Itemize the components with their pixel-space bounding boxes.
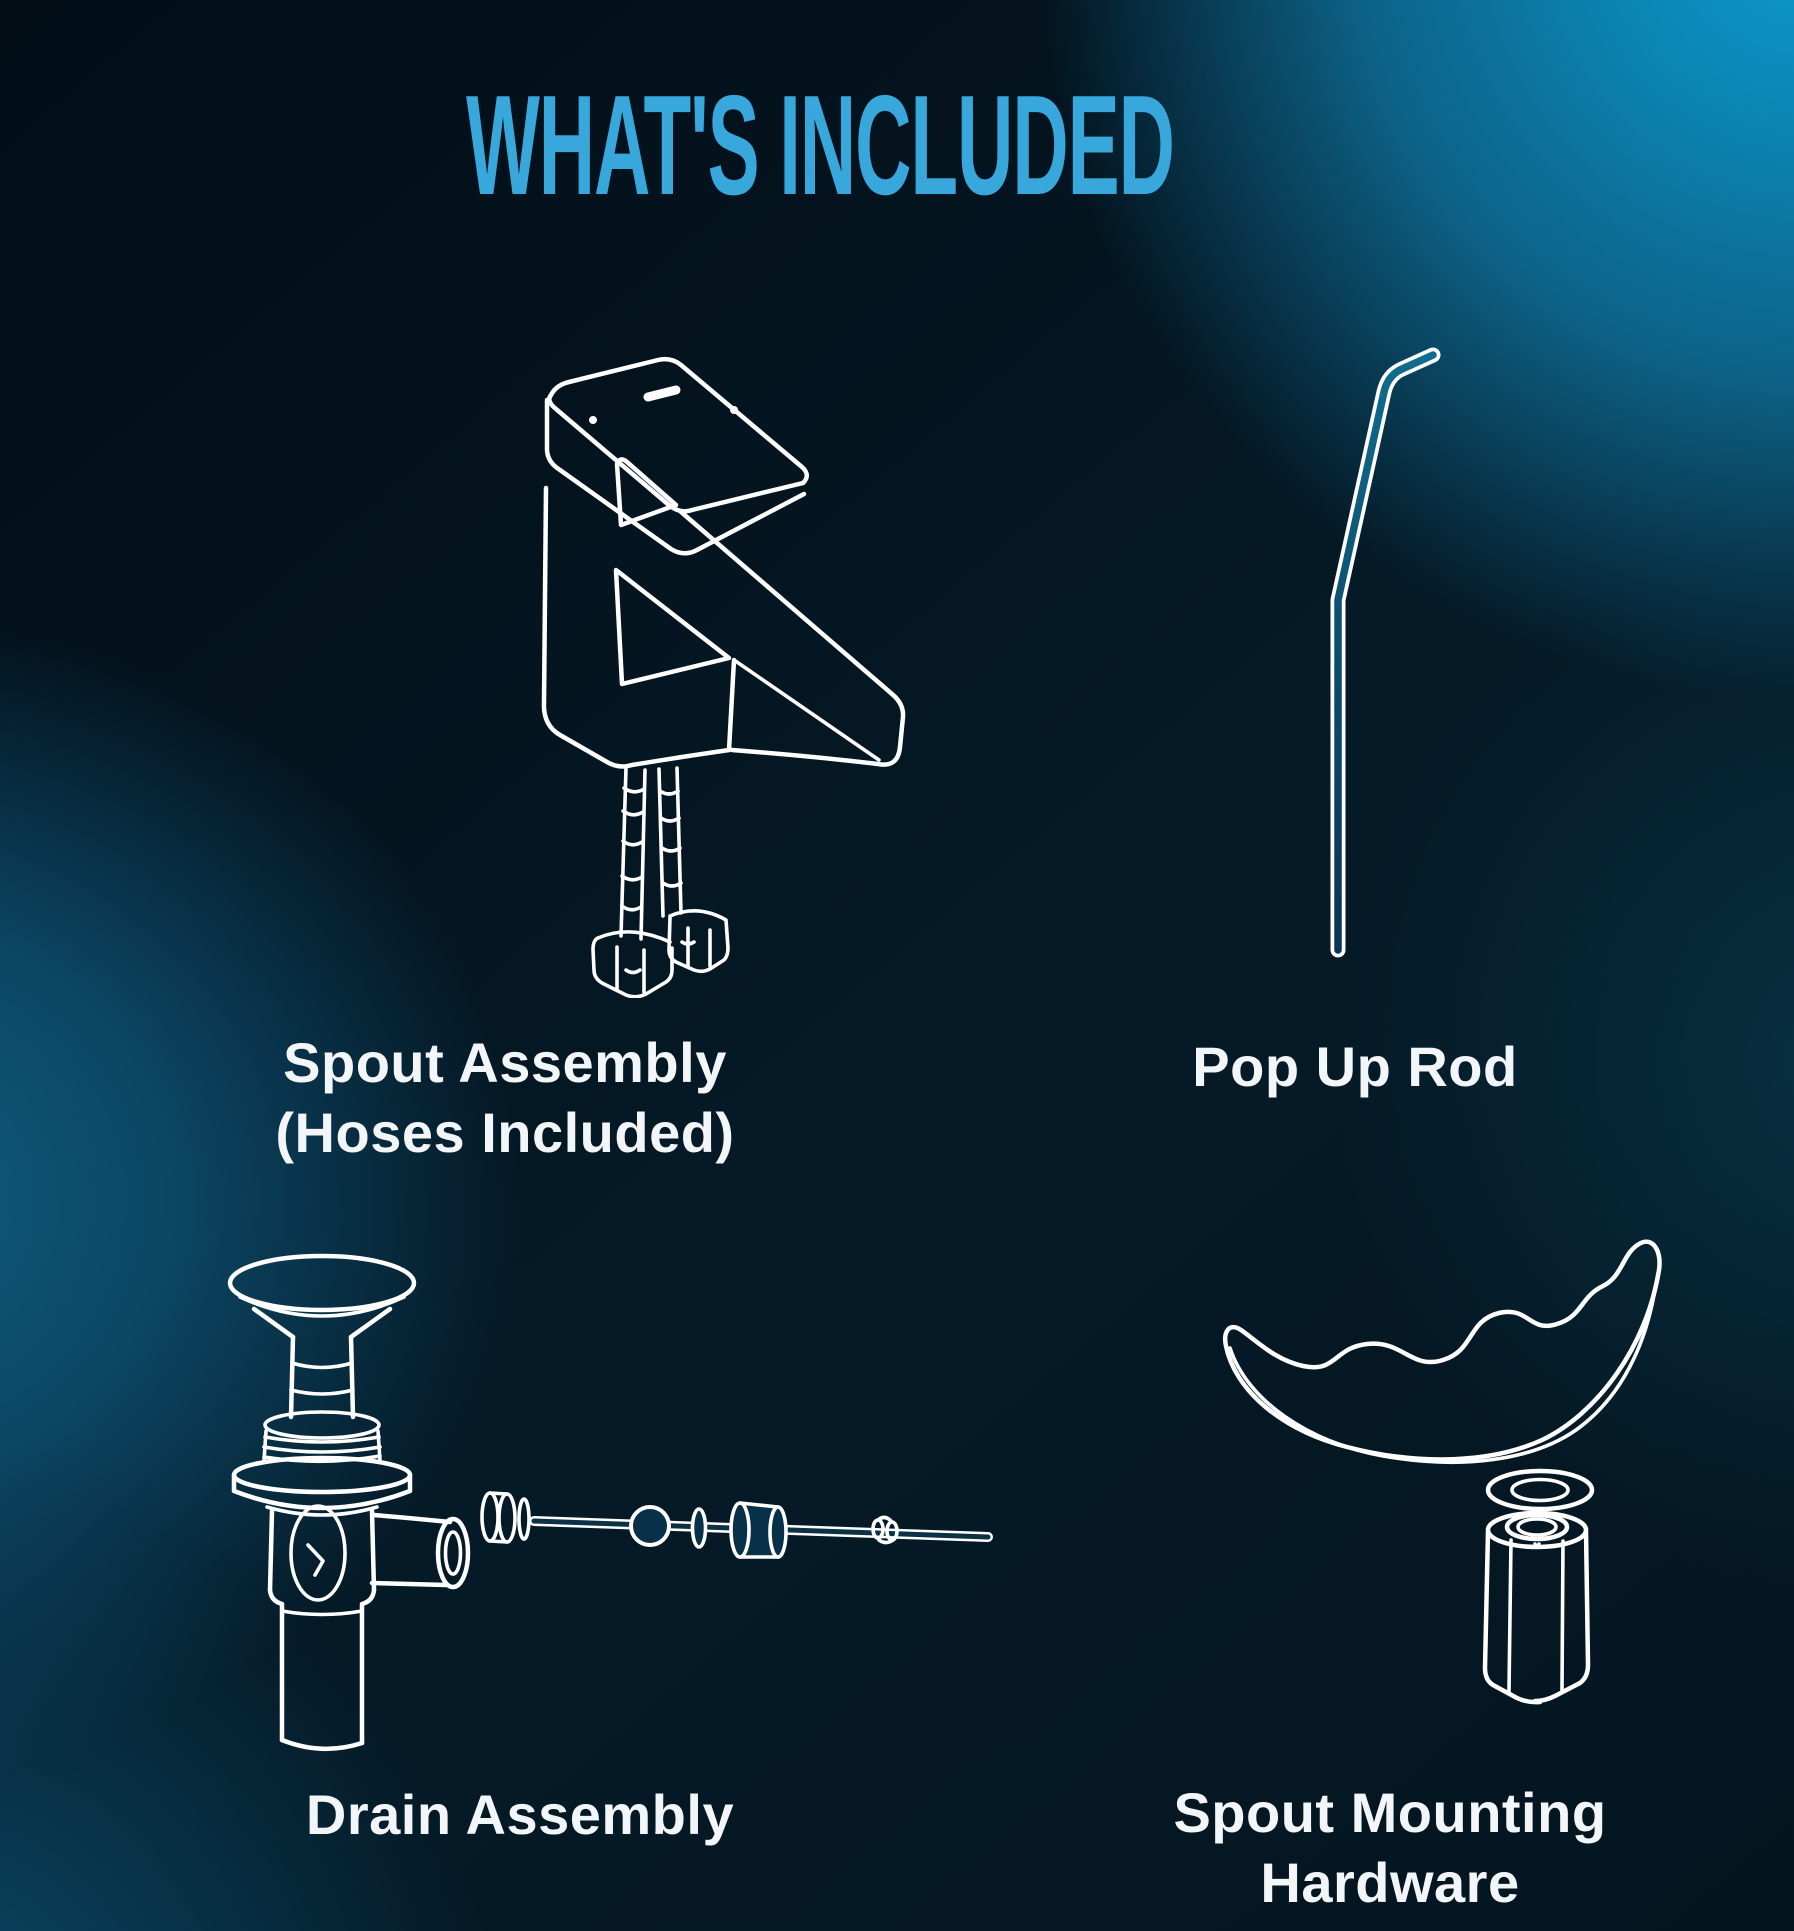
- faucet-handle-icon: [547, 359, 807, 553]
- pivot-rod-icon: [482, 1493, 988, 1558]
- label-line: Drain Assembly: [305, 1783, 735, 1846]
- faucet-body-icon: [544, 459, 903, 766]
- spout-mounting-hardware-illustration: [1195, 1228, 1794, 1743]
- page-title: WHAT'S INCLUDED: [466, 66, 1174, 225]
- label-line: Pop Up Rod: [1192, 1035, 1518, 1098]
- spout-assembly-illustration: [430, 298, 910, 998]
- rod-icon: [1338, 355, 1433, 950]
- pop-up-rod-illustration: [1270, 290, 1470, 980]
- o-ring-icon: [1488, 1471, 1592, 1509]
- pop-up-rod-label: [1030, 1032, 1680, 1102]
- c-bracket-icon: [1225, 1242, 1659, 1463]
- spout-mounting-hardware-label: [1065, 1778, 1715, 1918]
- label-line: (Hoses Included): [275, 1101, 735, 1164]
- drain-assembly-label: [165, 1780, 875, 1850]
- label-line: Spout Assembly: [283, 1031, 727, 1094]
- drain-assembly-illustration: [150, 1235, 1010, 1760]
- hose-hex-nuts-icon: [593, 911, 728, 997]
- spout-assembly-label: [150, 1028, 860, 1168]
- popup-stopper-icon: [230, 1256, 414, 1515]
- label-line: Spout Mounting: [1173, 1781, 1607, 1844]
- label-line: Hardware: [1260, 1851, 1520, 1914]
- drain-body-icon: [270, 1506, 468, 1749]
- mounting-nut-icon: [1485, 1513, 1588, 1702]
